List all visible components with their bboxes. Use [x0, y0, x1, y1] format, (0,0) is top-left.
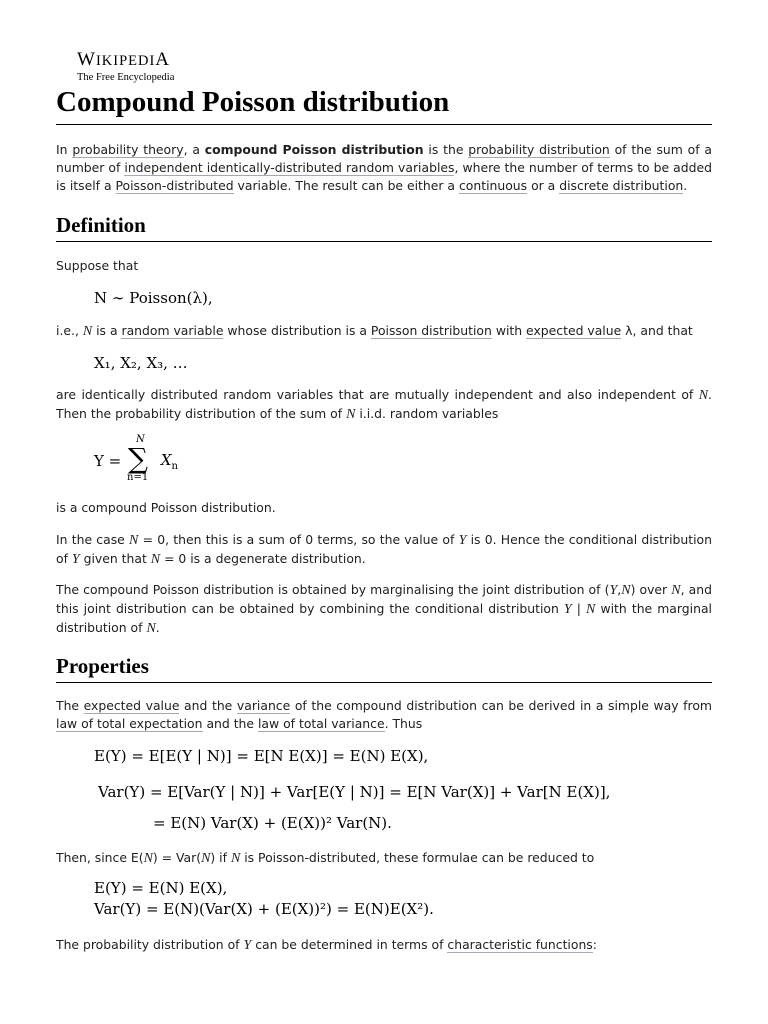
text: of the sum of a number of	[56, 142, 712, 175]
var: N	[346, 407, 356, 422]
var: N	[143, 851, 153, 866]
text: Then, since E(	[56, 850, 144, 865]
text: is a	[92, 323, 122, 338]
sum-term	[160, 450, 178, 472]
equation-reduced-variance: Var(Y) = E(N)(Var(X) + (E(X))²) = E(N)E(X²).	[94, 900, 434, 918]
link-law-total-variance[interactable]: law of total variance	[257, 716, 385, 731]
page-title: Compound Poisson distribution	[56, 84, 712, 125]
sigma-symbol: ∑	[128, 442, 149, 475]
link-poisson-distributed[interactable]: Poisson-distributed	[115, 178, 234, 193]
var: Y	[563, 602, 572, 617]
iid-paragraph	[56, 386, 712, 424]
link-expected-value[interactable]: expected value	[526, 323, 622, 338]
text: .	[155, 620, 160, 635]
text: can be determined in terms of	[251, 937, 448, 952]
text: The probability distribution of	[56, 937, 244, 952]
text: In the case	[56, 532, 130, 547]
ie-paragraph	[56, 322, 712, 341]
text: is 0. Hence the conditional distribution of	[56, 532, 712, 566]
link-probability-distribution[interactable]: probability distribution	[468, 142, 610, 157]
var: Y	[609, 583, 618, 598]
text: given that	[79, 551, 151, 566]
text: λ, and that	[621, 323, 693, 338]
suppose-text: Suppose that	[56, 258, 139, 273]
wikipedia-logo[interactable]	[77, 50, 174, 84]
text: The compound Poisson distribution is obtained by marginalising the joint distribution of (	[56, 582, 610, 597]
sum-sigma	[126, 436, 156, 486]
var: N	[698, 388, 709, 403]
text: The	[56, 698, 84, 713]
text: = 0, then this is a sum of 0 terms, so the value of	[138, 532, 459, 547]
link-random-variable[interactable]: random variable	[121, 323, 224, 338]
var: Y	[71, 552, 80, 567]
var: N	[230, 851, 241, 866]
text: is Poisson-distributed, these formulae can be reduced to	[240, 850, 595, 865]
sum-upper: N	[136, 434, 145, 445]
text: . Thus	[384, 716, 423, 731]
text: of the compound distribution can be derived in a simple way from	[290, 698, 712, 713]
text: . Then the probability distribution of the sum of	[56, 387, 712, 421]
var: N	[82, 324, 93, 339]
equation-x-sequence: X₁, X₂, X₃, …	[94, 354, 188, 372]
equation-variance: Var(Y) = E[Var(Y | N)] + Var[E(Y | N)] = E[N Var(X)] + Var[N E(X)],	[98, 783, 611, 801]
sum-lhs: Y =	[94, 452, 122, 470]
text: ) = Var(	[152, 850, 202, 865]
sum-lower: n=1	[127, 472, 149, 483]
bold-term: compound Poisson distribution	[204, 142, 424, 157]
properties-paragraph	[56, 697, 712, 733]
term-var: X	[160, 450, 172, 469]
text: , where the number of terms to be added is itself a	[56, 160, 712, 193]
var: N	[586, 602, 596, 617]
var: N	[150, 552, 161, 567]
text: i.e.,	[56, 323, 83, 338]
text: with the marginal distribution of	[56, 601, 712, 635]
text: |	[571, 601, 587, 616]
text: and the	[202, 716, 258, 731]
equation-variance-cont: = E(N) Var(X) + (E(X))² Var(N).	[153, 814, 392, 832]
link-expected-value-2[interactable]: expected value	[83, 698, 180, 713]
compound-text: is a compound Poisson distribution.	[56, 500, 276, 515]
text: and the	[179, 698, 237, 713]
then-paragraph	[56, 849, 712, 868]
link-iid-random-variables[interactable]: independent identically-distributed random variables	[124, 160, 455, 175]
heading-properties: Properties	[56, 653, 712, 683]
case-paragraph	[56, 531, 712, 569]
var: N	[129, 533, 139, 548]
text: , and this joint distribution can be obtained by combining the conditional distribution	[56, 582, 712, 616]
text: In	[56, 142, 73, 157]
text: are identically distributed random variables that are mutually independent and also independent of	[56, 387, 699, 402]
var: N	[201, 851, 211, 866]
link-discrete-distribution[interactable]: discrete distribution	[559, 178, 684, 193]
marginal-paragraph	[56, 581, 712, 638]
link-probability-theory[interactable]: probability theory	[72, 142, 184, 157]
text: whose distribution is a	[223, 323, 371, 338]
text: i.i.d. random variables	[355, 406, 499, 421]
link-continuous[interactable]: continuous	[458, 178, 528, 193]
text: ) if	[210, 850, 231, 865]
var: N	[146, 621, 156, 636]
intro-paragraph	[56, 141, 712, 195]
equation-sum	[94, 436, 178, 486]
text: :	[592, 937, 597, 952]
logo-tagline: The Free Encyclopedia	[77, 72, 175, 83]
var: Y	[243, 938, 252, 953]
equation-reduced-expectation: E(Y) = E(N) E(X),	[94, 879, 228, 897]
link-law-total-expectation[interactable]: law of total expectation	[56, 716, 203, 731]
link-characteristic-functions[interactable]: characteristic functions	[447, 937, 593, 952]
text: = 0 is a degenerate distribution.	[160, 551, 366, 566]
heading-definition: Definition	[56, 212, 712, 242]
equation-n-poisson: N ∼ Poisson(λ),	[94, 289, 213, 307]
text: .	[683, 178, 688, 193]
link-variance[interactable]: variance	[236, 698, 291, 713]
text: with	[491, 323, 527, 338]
link-poisson-distribution[interactable]: Poisson distribution	[370, 323, 492, 338]
text: ) over	[630, 582, 672, 597]
text: is the	[423, 142, 469, 157]
var: Y	[458, 533, 467, 548]
text: variable. The result can be either a	[233, 178, 459, 193]
characteristic-paragraph	[56, 936, 712, 955]
text: , a	[183, 142, 205, 157]
term-sub: n	[171, 460, 178, 472]
var: N	[621, 583, 631, 598]
text: ,	[617, 582, 622, 597]
logo-wordmark: WIKIPEDIA	[77, 49, 171, 70]
var: N	[671, 583, 681, 598]
text: or a	[527, 178, 560, 193]
equation-expectation: E(Y) = E[E(Y | N)] = E[N E(X)] = E(N) E(X),	[94, 747, 429, 765]
